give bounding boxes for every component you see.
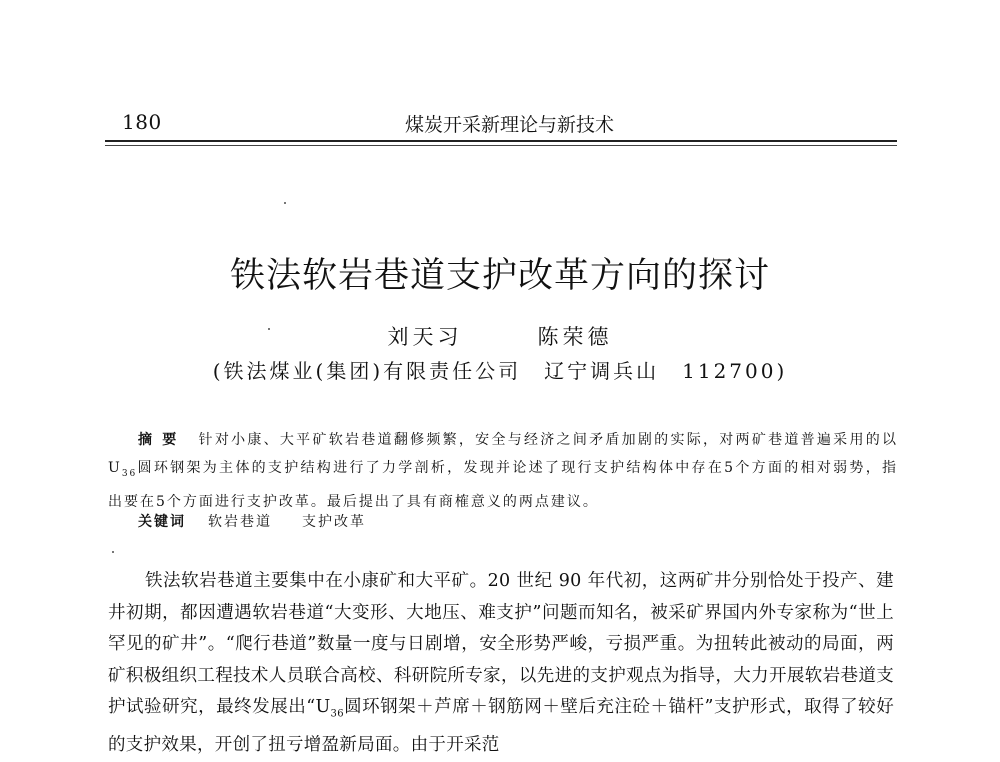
keyword: 软岩巷道 <box>208 514 272 530</box>
body-paragraph <box>108 566 894 762</box>
keywords-label: 关键词 <box>138 514 186 530</box>
abstract-subscript: 36 <box>121 468 138 479</box>
abstract-label: 摘要 <box>138 432 187 448</box>
authors <box>0 321 1000 351</box>
body-text: 圆环钢架＋芦席＋钢筋网＋壁后充注砼＋锚杆”支护形式，取得了较好的支护效果，开创了扭亏增盈新局面。由于开采范 <box>108 697 894 755</box>
header-rule-thick <box>105 140 897 142</box>
affiliation: (铁法煤业(集团)有限责任公司 辽宁调兵山 112700) <box>212 359 788 383</box>
body-subscript: 36 <box>330 708 344 720</box>
abstract-text: 针对小康、大平矿软岩巷道翻修频繁，安全与经济之间矛盾加剧的实际，对两矿巷道普遍采用的以 U <box>108 432 898 476</box>
abstract-text: 圆环钢架为主体的支护结构进行了力学剖析，发现并论述了现行支护结构体中存在5个方面的相对弱势，指出要在5个方面进行支护改革。最后提出了具有商榷意义的两点建议。 <box>108 460 898 510</box>
scan-speck <box>112 551 114 553</box>
header-rule-thin <box>105 145 897 146</box>
keywords <box>138 511 396 531</box>
scan-speck <box>284 202 286 204</box>
author-name: 刘天习 <box>387 325 463 349</box>
page-number: 180 <box>122 110 162 134</box>
body-text: 铁法软岩巷道主要集中在小康矿和大平矿。20 世纪 90 年代初，这两矿井分别恰处于投产、建井初期，都因遭遇软岩巷道“大变形、大地压、难支护”问题而知名，被采矿界国内外专家称为“世上罕见的矿井”。“爬行巷道”数量一度与日剧增，安全形势严峻，亏损严重。为扭转此被动的局面，两矿积极组织工程技术人员联合高校、科研院所专家，以先进的支护观点为指导，大力开展软岩巷道支护试验研究，最终发展出“U <box>108 571 894 717</box>
abstract <box>108 426 898 516</box>
article-title: 铁法软岩巷道支护改革方向的探讨 <box>229 256 770 296</box>
running-title: 煤炭开采新理论与新技术 <box>405 114 615 136</box>
keyword: 支护改革 <box>302 514 366 530</box>
author-name: 陈荣德 <box>537 325 613 349</box>
